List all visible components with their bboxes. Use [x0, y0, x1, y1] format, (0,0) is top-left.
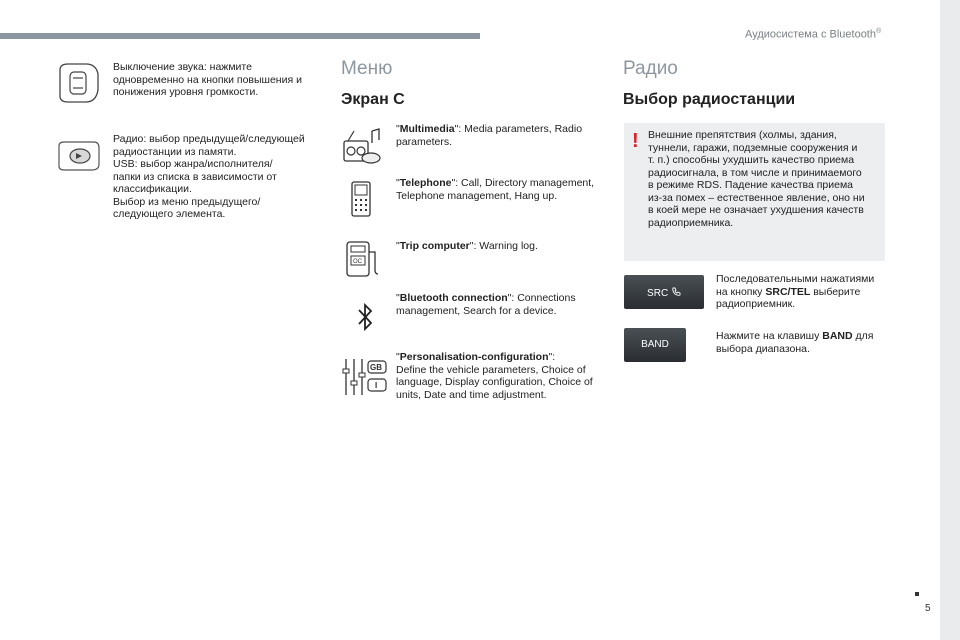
- menu-item-multimedia: "Multimedia": Media parameters, Radio parameters.: [396, 123, 583, 148]
- header-bar: [0, 33, 480, 39]
- screen-c-heading: Экран С: [341, 91, 405, 108]
- menu-heading: Меню: [341, 58, 393, 79]
- telephone-icon: [350, 181, 372, 222]
- src-tel-button-image: SRC: [624, 275, 704, 309]
- trip-computer-icon: [345, 240, 381, 283]
- bluetooth-icon: [356, 301, 374, 338]
- menu-item-personalisation: "Personalisation-configuration": Define the vehicle parameters, Choice of language, Display configuration, Choice of units, Date and time adjustment.: [396, 351, 593, 401]
- radio-usb-description: Радио: выбор предыдущей/следующей радиостанции из памяти. USB: выбор жанра/исполнителя/ папки из списка в зависимости от классификации. Выбор из меню предыдущего/ следующего элемента.: [113, 133, 305, 220]
- band-button-image: BAND: [624, 328, 686, 362]
- menu-item-telephone: "Telephone": Call, Directory management, Telephone management, Hang up.: [396, 177, 595, 202]
- mute-description: Выключение звука: нажмите одновременно на кнопки повышения и понижения уровня громкости.: [113, 61, 302, 98]
- svg-text:I: I: [375, 381, 378, 390]
- personalisation-icon: [342, 357, 388, 402]
- menu-item-trip-computer: "Trip computer": Warning log.: [396, 240, 538, 252]
- steering-volume-icon: [56, 60, 102, 111]
- radio-heading: Радио: [623, 58, 678, 79]
- menu-item-bluetooth: "Bluetooth connection": Connections management, Search for a device.: [396, 292, 576, 317]
- band-description: Нажмите на клавишу BAND для выбора диапазона.: [716, 330, 874, 355]
- warning-mark: !: [632, 130, 639, 152]
- warning-text: Внешние препятствия (холмы, здания, туннели, гаражи, подземные сооружения и т. п.) способны ухудшить качество приема радиосигнала, в том числе и принимаемого в режиме RDS. Падение качества приема из-за помех – естественное явление, оно ни в коей мере не означает ухудшения качеств радиоприемника.: [648, 129, 865, 229]
- steering-radio-icon: [56, 140, 102, 177]
- src-description: Последовательными нажатиями на кнопку SRC/TEL выберите радиоприемник.: [716, 273, 875, 310]
- page-header-title: Аудиосистема с Bluetooth®: [745, 28, 882, 41]
- multimedia-icon: [342, 127, 382, 170]
- page-marker: [915, 592, 919, 596]
- page-side-strip: [940, 0, 960, 640]
- svg-text:GB: GB: [370, 363, 382, 372]
- page-number: 5: [925, 603, 931, 614]
- svg-text:OC: OC: [353, 259, 362, 265]
- station-selection-heading: Выбор радиостанции: [623, 91, 796, 108]
